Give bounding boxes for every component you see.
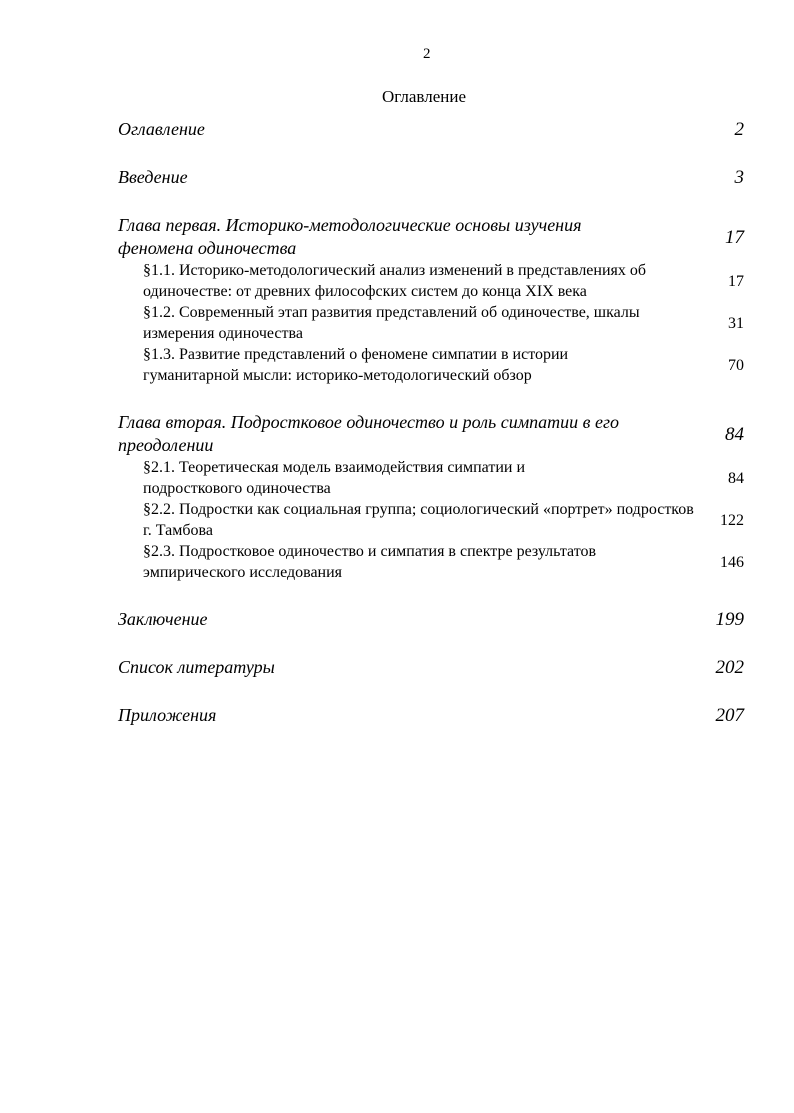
toc-entry-page: 2 [734,119,744,140]
toc-entry-conclusion[interactable] [118,608,744,631]
toc-entry-appendices[interactable] [118,704,744,727]
toc-entry-bibliography[interactable] [118,656,744,679]
toc-heading: Оглавление [382,87,466,106]
toc-entry-title: §2.1. Теоретическая модель взаимодействия симпатии и подросткового одиночества [143,459,526,497]
toc-entry-title: §1.2. Современный этап развития представлений об одиночестве, шкалы измерения одиночества [143,304,640,342]
toc-entry-chapter-2[interactable] [118,411,744,457]
toc-entry-title: Заключение [118,609,208,629]
toc-entry-title: Список литературы [118,657,275,677]
toc-entry-title: Введение [118,167,188,187]
toc-entry-section-2-1[interactable] [118,457,744,499]
toc-entry-section-2-3[interactable] [118,541,744,583]
toc-entry-page: 84 [725,423,744,445]
toc-entry-section-1-1[interactable] [118,260,744,302]
toc-entry-page: 17 [725,226,744,248]
toc-entry-chapter-1[interactable] [118,214,744,260]
toc-entry-section-1-2[interactable] [118,302,744,344]
toc-entry-page: 199 [715,609,744,630]
toc-entry-section-1-3[interactable] [118,344,744,386]
toc-entry-section-2-2[interactable] [118,499,744,541]
page-number: 2 [423,46,431,62]
toc-entry-contents[interactable] [118,118,744,141]
toc-entry-page: 202 [715,657,744,678]
toc-entry-page: 17 [728,272,744,290]
toc-entry-page: 3 [734,167,744,188]
toc-entry-title: §1.3. Развитие представлений о феномене симпатии в истории гуманитарной мысли: историко-методологический обзор [143,346,569,384]
toc-entry-page: 31 [728,314,744,332]
toc-entry-title: §1.1. Историко-методологический анализ изменений в представлениях об одиночестве: от древних философских систем до конца XIX века [143,262,647,300]
toc-entry-title: Глава вторая. Подростковое одиночество и роль симпатии в его преодолении [118,412,620,455]
toc-entry-title: Глава первая. Историко-методологические основы изучения феномена одиночества [118,215,582,258]
toc-entry-page: 70 [728,356,744,374]
toc-entry-page: 122 [720,511,744,529]
toc-entry-page: 146 [720,553,744,571]
toc-entry-title: Оглавление [118,119,205,139]
toc-entry-introduction[interactable] [118,166,744,189]
toc-entry-page: 207 [715,705,744,726]
toc-entry-title: §2.3. Подростковое одиночество и симпатия в спектре результатов эмпирического исследования [143,543,597,581]
toc-entry-title: §2.2. Подростки как социальная группа; социологический «портрет» подростков г. Тамбова [143,501,694,539]
table-of-contents [118,114,744,727]
toc-entry-title: Приложения [118,705,217,725]
toc-entry-page: 84 [728,469,744,487]
